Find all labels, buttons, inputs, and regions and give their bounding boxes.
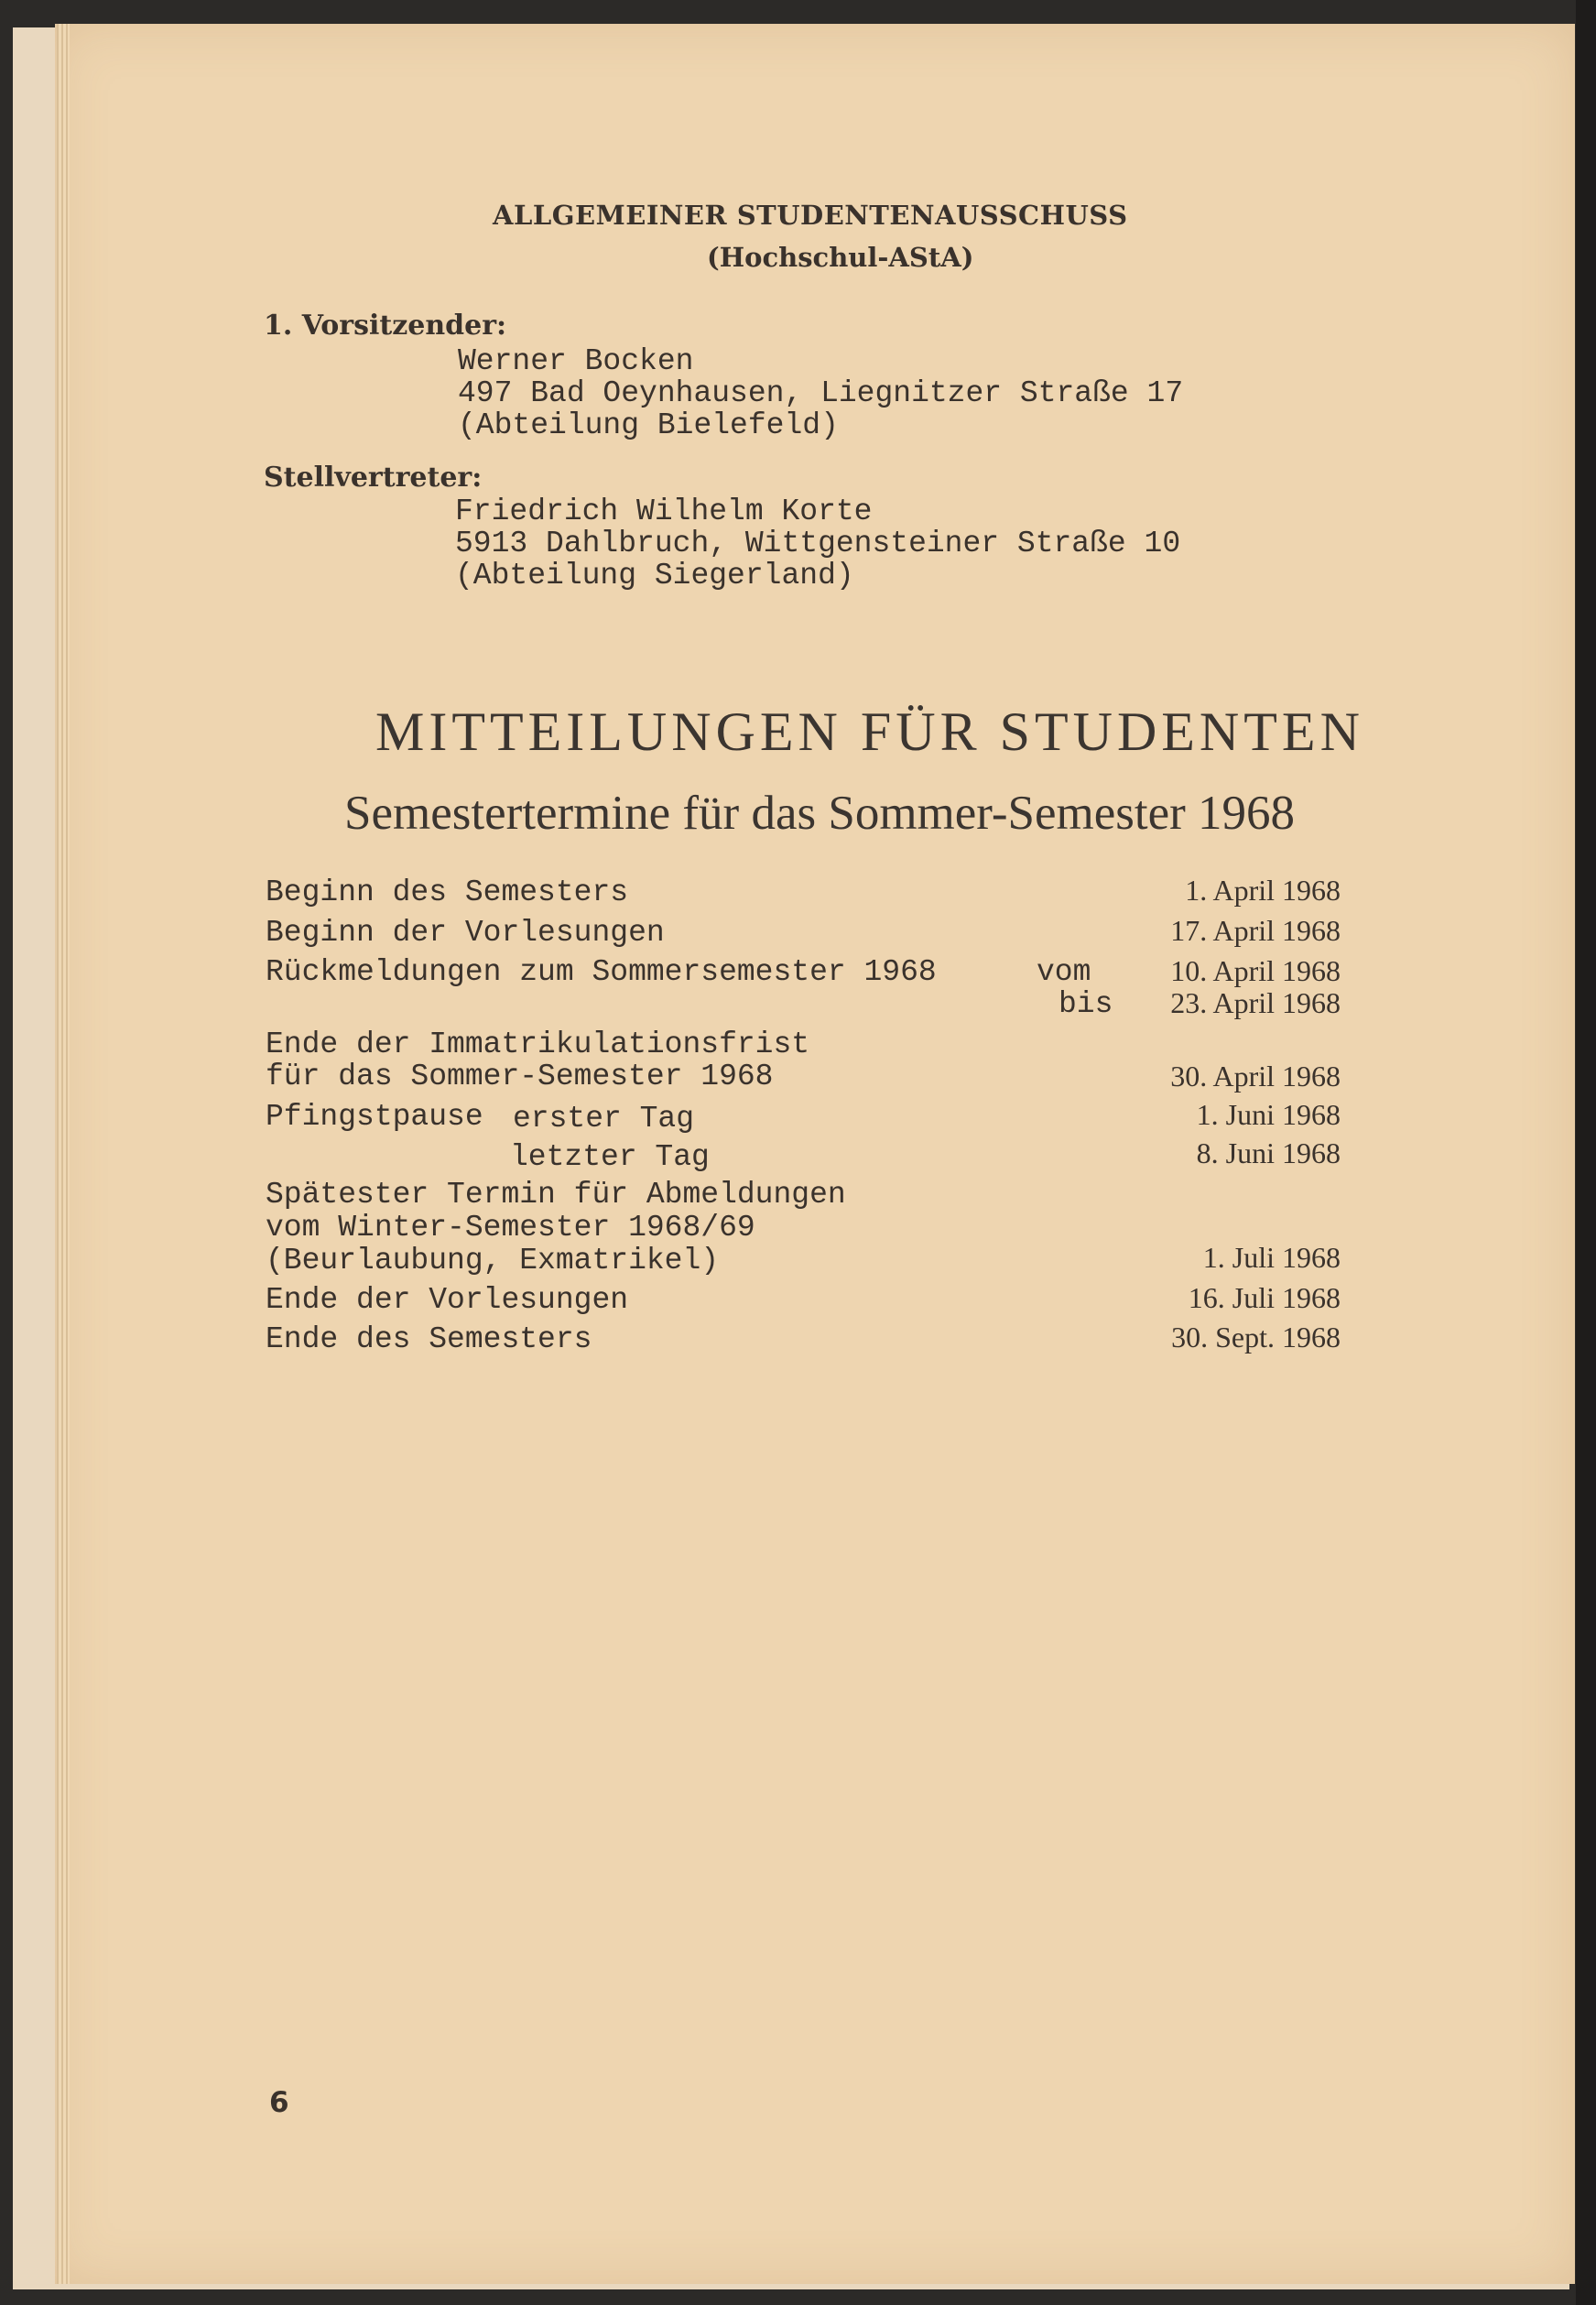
officer-name-deputy: Friedrich Wilhelm Korte <box>455 495 873 528</box>
schedule-label: Beginn des Semesters <box>266 875 629 909</box>
schedule-qualifier: vom <box>1037 955 1091 989</box>
organization-subtitle: (Hochschul-AStA) <box>707 242 974 273</box>
schedule-qualifier: bis <box>1059 987 1113 1021</box>
schedule-date: 8. Juni 1968 <box>1196 1136 1341 1169</box>
schedule-date: 23. April 1968 <box>1170 986 1341 1019</box>
page-subheadline: Semestertermine für das Sommer-Semester 1968 <box>344 787 1296 840</box>
officer-role-deputy: Stellvertreter: <box>264 462 483 494</box>
schedule-date: 1. April 1968 <box>1185 874 1341 907</box>
schedule-label: Rückmeldungen zum Sommersemester 1968 <box>266 955 937 989</box>
schedule-date: 17. April 1968 <box>1170 914 1341 947</box>
page-headline: MITTEILUNGEN FÜR STUDENTEN <box>375 701 1364 762</box>
officer-department-chair: (Abteilung Bielefeld) <box>458 408 839 442</box>
officer-name-chair: Werner Bocken <box>458 344 694 378</box>
officer-address-deputy: 5913 Dahlbruch, Wittgensteiner Straße 10 <box>455 527 1181 560</box>
document-page <box>55 24 1575 2284</box>
schedule-label: Spätester Termin für Abmeldungen <box>266 1178 846 1212</box>
schedule-qualifier: erster Tag <box>513 1102 695 1136</box>
schedule-qualifier: letzter Tag <box>510 1140 710 1174</box>
scan-gutter <box>1576 0 1596 2305</box>
officer-address-chair: 497 Bad Oeynhausen, Liegnitzer Straße 17 <box>458 376 1184 410</box>
organization-title: ALLGEMEINER STUDENTENAUSSCHUSS <box>493 200 1128 231</box>
schedule-label: Beginn der Vorlesungen <box>266 916 665 950</box>
schedule-label: Ende der Vorlesungen <box>266 1283 629 1317</box>
schedule-label: Pfingstpause <box>266 1100 483 1134</box>
schedule-date: 1. Juli 1968 <box>1202 1241 1341 1274</box>
schedule-date: 16. Juli 1968 <box>1188 1281 1341 1314</box>
schedule-label: (Beurlaubung, Exmatrikel) <box>266 1244 720 1278</box>
schedule-label: Ende der Immatrikulationsfrist <box>266 1027 810 1061</box>
officer-department-deputy: (Abteilung Siegerland) <box>455 559 854 593</box>
schedule-date: 30. Sept. 1968 <box>1171 1321 1341 1354</box>
page-edge <box>57 24 70 2284</box>
schedule-label: vom Winter-Semester 1968/69 <box>266 1211 755 1245</box>
schedule-date: 10. April 1968 <box>1170 954 1341 987</box>
schedule-label: Ende des Semesters <box>266 1322 592 1356</box>
page-number: 6 <box>269 2086 289 2119</box>
officer-role-chair: 1. Vorsitzender: <box>264 310 507 342</box>
schedule-date: 1. Juni 1968 <box>1196 1098 1341 1131</box>
schedule-label: für das Sommer-Semester 1968 <box>266 1060 774 1093</box>
schedule-date: 30. April 1968 <box>1170 1060 1341 1093</box>
